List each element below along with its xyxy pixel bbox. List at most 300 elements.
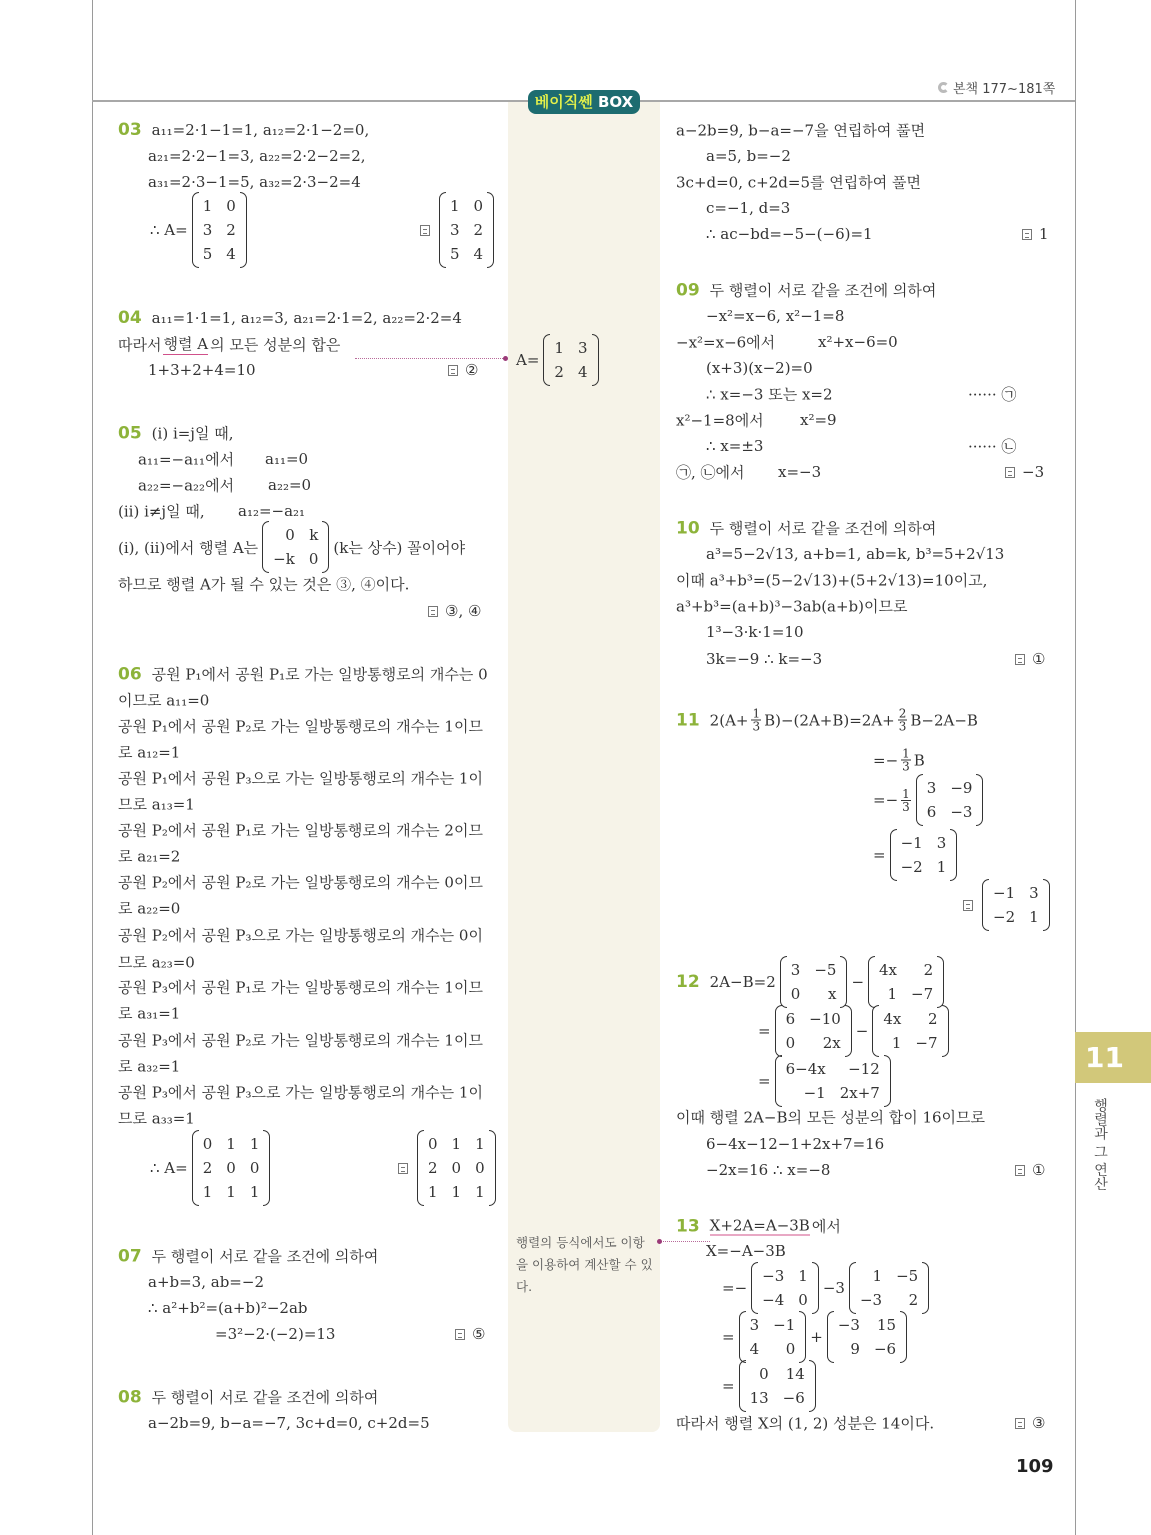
problem-08 bbox=[118, 1387, 378, 1408]
problem-07 bbox=[118, 1246, 378, 1267]
math-text: ∴ x=±3 bbox=[706, 437, 764, 455]
matrix-entry: 4x bbox=[883, 1010, 902, 1028]
math-text: = bbox=[722, 1328, 735, 1346]
answer-icon bbox=[455, 1329, 465, 1340]
math-text: x²=9 bbox=[800, 411, 837, 429]
math-text: − bbox=[851, 973, 865, 991]
answer-icon bbox=[1015, 1418, 1025, 1429]
solution-line bbox=[215, 1325, 335, 1343]
matrix-entry: 2x+7 bbox=[839, 1084, 880, 1102]
math-text: = bbox=[758, 1072, 771, 1090]
matrix-entry: 3 bbox=[926, 779, 937, 797]
solution-line bbox=[268, 476, 311, 494]
solution-line bbox=[778, 463, 821, 481]
solution-line bbox=[150, 1130, 272, 1206]
matrix-entry: 4 bbox=[473, 245, 484, 263]
matrix-entry: 0 bbox=[428, 1135, 438, 1153]
math-text: −2x=16 ∴ x=−8 bbox=[706, 1161, 831, 1179]
answer bbox=[455, 1325, 485, 1343]
matrix-entry: 4 bbox=[226, 245, 236, 263]
matrix-entry: 14 bbox=[785, 1365, 805, 1383]
math-text: 공원 P₂에서 공원 P₂로 가는 일방통행로의 개수는 0이므 bbox=[118, 873, 483, 892]
math-text: ∴ x=−3 또는 x=2 bbox=[706, 385, 833, 404]
math-text: a₁₁=−a₁₁에서 bbox=[138, 450, 235, 469]
solution-line bbox=[516, 334, 601, 386]
matrix bbox=[849, 1262, 929, 1314]
math-text: =− bbox=[873, 751, 899, 769]
math-text: x²−1=8에서 bbox=[676, 411, 764, 430]
matrix bbox=[439, 192, 494, 268]
fraction: $\frac{1}{3}$ bbox=[752, 706, 761, 734]
solution-line bbox=[118, 574, 409, 595]
math-text: 공원 P₁에서 공원 P₂로 가는 일방통행로의 개수는 1이므 bbox=[118, 717, 483, 736]
math-text: 2(A+ bbox=[709, 711, 749, 729]
answer-icon bbox=[420, 225, 430, 236]
matrix-entry: 1 bbox=[554, 339, 564, 357]
solution-line bbox=[706, 1242, 786, 1260]
matrix-entry: 6 bbox=[926, 803, 937, 821]
math-text: 로 a₂₂=0 bbox=[118, 899, 181, 918]
math-text: a³+b³=(a+b)³−3ab(a+b)이므로 bbox=[676, 597, 908, 616]
underlined-text: X+2A=A−3B bbox=[709, 1216, 810, 1235]
solution-line bbox=[722, 1360, 818, 1412]
matrix-entry: −5 bbox=[814, 961, 837, 979]
matrix bbox=[775, 1055, 891, 1107]
math-text: 에서 bbox=[811, 1217, 841, 1236]
math-text: 두 행렬이 서로 같을 조건에 의하여 bbox=[151, 1388, 379, 1407]
math-text: 로 a₃₁=1 bbox=[118, 1004, 181, 1023]
right-margin-line bbox=[1075, 0, 1076, 1535]
matrix-entry: 3 bbox=[202, 221, 213, 239]
math-text: a₁₁=1·1=1, a₁₂=3, a₂₁=2·1=2, a₂₂=2·2=4 bbox=[151, 309, 462, 327]
solution-line bbox=[148, 1414, 430, 1432]
math-text: 1+3+2+4=10 bbox=[148, 361, 256, 379]
solution-line bbox=[968, 384, 1016, 405]
math-text: ① bbox=[1032, 1161, 1046, 1179]
matrix-entry: −6 bbox=[873, 1340, 897, 1358]
problem-04 bbox=[118, 308, 462, 328]
solution-line bbox=[706, 147, 791, 165]
matrix-entry: 3 bbox=[790, 961, 801, 979]
math-text: B−2A−B bbox=[910, 711, 978, 729]
math-text: ⑤ bbox=[472, 1325, 486, 1343]
matrix-entry: 2 bbox=[927, 1010, 938, 1028]
math-text: = bbox=[722, 1377, 735, 1395]
solution-line bbox=[118, 501, 205, 522]
problem-number: 09 bbox=[676, 280, 700, 300]
note-leader-dot bbox=[503, 356, 508, 361]
matrix-entry: −1 bbox=[803, 1084, 826, 1102]
math-text: 6−4x−12−1+2x+7=16 bbox=[706, 1135, 885, 1153]
math-text: 두 행렬이 서로 같을 조건에 의하여 bbox=[709, 281, 937, 300]
matrix-entry: k bbox=[309, 526, 319, 544]
solution-line bbox=[148, 1273, 264, 1291]
matrix-entry: −1 bbox=[900, 834, 923, 852]
math-text: 두 행렬이 서로 같을 조건에 의하여 bbox=[151, 1247, 379, 1266]
matrix-entry: 0 bbox=[226, 197, 236, 215]
solution-line bbox=[118, 952, 195, 973]
solution-line bbox=[706, 1135, 884, 1153]
solution-line bbox=[758, 1005, 951, 1057]
problem-number: 06 bbox=[118, 664, 142, 684]
math-text: + bbox=[810, 1328, 823, 1346]
math-text: − bbox=[855, 1022, 869, 1040]
solution-line bbox=[676, 1107, 985, 1128]
matrix-entry: 0 bbox=[473, 197, 484, 215]
matrix bbox=[780, 956, 848, 1008]
math-text: (i), (ii)에서 행렬 A는 bbox=[118, 538, 259, 557]
fraction: $\frac{1}{3}$ bbox=[902, 786, 910, 814]
matrix-entry: x bbox=[827, 985, 837, 1003]
matrix-entry: 0 bbox=[475, 1159, 485, 1177]
math-text: 이때 a³+b³=(5−2√13)+(5+2√13)=10이고, bbox=[676, 571, 988, 590]
solution-line bbox=[968, 436, 1016, 457]
matrix bbox=[775, 1005, 852, 1057]
problem-13 bbox=[676, 1216, 841, 1237]
answer-icon bbox=[1015, 1165, 1025, 1176]
chapter-tab[interactable]: 11 bbox=[1075, 1032, 1151, 1083]
solution-line bbox=[118, 690, 209, 711]
answer bbox=[963, 879, 1052, 931]
math-text: 공원 P₁에서 공원 P₃으로 가는 일방통행로의 개수는 1이 bbox=[118, 769, 483, 788]
matrix-entry: 1 bbox=[872, 1267, 883, 1285]
matrix bbox=[872, 1005, 948, 1057]
solution-line bbox=[706, 623, 804, 641]
math-text: −3 bbox=[822, 1279, 845, 1297]
matrix-entry: 1 bbox=[1029, 908, 1039, 926]
underlined-text: 행렬 A bbox=[163, 335, 209, 353]
math-text: −x²=x−6, x²−1=8 bbox=[706, 307, 845, 325]
matrix bbox=[192, 192, 247, 268]
matrix-entry: 4 bbox=[749, 1340, 760, 1358]
left-margin-line bbox=[92, 0, 93, 1535]
matrix-entry: 3 bbox=[1029, 884, 1039, 902]
math-text: =− bbox=[873, 791, 899, 809]
reference-icon bbox=[938, 82, 949, 93]
matrix-entry: 2x bbox=[822, 1034, 841, 1052]
math-text: 므로 a₁₃=1 bbox=[118, 795, 195, 814]
matrix-entry: 0 bbox=[790, 985, 801, 1003]
math-text: 공원 P₂에서 공원 P₃으로 가는 일방통행로의 개수는 0이 bbox=[118, 926, 483, 945]
math-text: =3²−2·(−2)=13 bbox=[215, 1325, 336, 1343]
math-text: 이므로 a₁₁=0 bbox=[118, 691, 210, 710]
answer bbox=[1015, 650, 1045, 668]
math-text: 2A−B=2 bbox=[709, 973, 776, 991]
matrix-entry: 1 bbox=[249, 1135, 260, 1153]
textbook-reference bbox=[938, 78, 1055, 97]
matrix-entry: 0 bbox=[285, 526, 295, 544]
matrix bbox=[543, 334, 598, 386]
math-text: ㉠, ㉡에서 bbox=[676, 463, 745, 482]
solution-line bbox=[873, 774, 985, 826]
answer bbox=[428, 602, 481, 620]
math-text: a₂₁=2·2−1=3, a₂₂=2·2−2=2, bbox=[148, 147, 366, 165]
solution-line bbox=[676, 410, 764, 431]
solution-line bbox=[758, 1055, 893, 1107]
math-text: 공원 P₂에서 공원 P₁로 가는 일방통행로의 개수는 2이므 bbox=[118, 821, 483, 840]
solution-line bbox=[118, 846, 180, 867]
math-text: a₂₂=−a₂₂에서 bbox=[138, 476, 235, 495]
solution-line bbox=[265, 450, 308, 468]
math-text: ∴ A= bbox=[150, 1159, 188, 1177]
matrix bbox=[192, 1130, 271, 1206]
note-leader-dot bbox=[657, 1239, 662, 1244]
math-text: ② bbox=[465, 361, 479, 379]
matrix-entry: −9 bbox=[950, 779, 973, 797]
answer-icon bbox=[963, 900, 973, 911]
math-text: 므로 a₃₃=1 bbox=[118, 1109, 195, 1128]
solution-line bbox=[118, 1003, 180, 1024]
answer-icon bbox=[428, 606, 438, 617]
math-text: ∴ A= bbox=[150, 221, 188, 239]
solution-line bbox=[706, 225, 873, 243]
math-text: = bbox=[873, 846, 886, 864]
solution-line bbox=[138, 449, 234, 470]
matrix bbox=[262, 521, 329, 573]
problem-number: 04 bbox=[118, 308, 142, 328]
math-text: 따라서 행렬 X의 (1, 2) 성분은 14이다. bbox=[676, 1414, 935, 1433]
matrix bbox=[890, 829, 958, 881]
math-text: −x²=x−6에서 bbox=[676, 333, 776, 352]
matrix-entry: 1 bbox=[798, 1267, 808, 1285]
matrix-entry: 5 bbox=[202, 245, 213, 263]
page-number: 109 bbox=[1016, 1456, 1054, 1477]
solution-line bbox=[118, 768, 483, 789]
matrix-entry: −12 bbox=[848, 1060, 880, 1078]
matrix-entry: −10 bbox=[809, 1010, 841, 1028]
solution-line bbox=[118, 1108, 195, 1129]
matrix-entry: −3 bbox=[859, 1291, 883, 1309]
matrix-entry: −3 bbox=[837, 1316, 860, 1334]
matrix-entry: 1 bbox=[226, 1183, 236, 1201]
problem-06 bbox=[118, 664, 488, 685]
matrix-entry: 13 bbox=[749, 1389, 769, 1407]
matrix-entry: −5 bbox=[896, 1267, 919, 1285]
answer-icon bbox=[1005, 467, 1015, 478]
solution-line bbox=[150, 192, 249, 268]
math-text: =− bbox=[722, 1279, 748, 1297]
math-text: 의 모든 성분의 합은 bbox=[210, 335, 341, 354]
math-text: 로 a₂₁=2 bbox=[118, 847, 181, 866]
solution-line bbox=[706, 307, 844, 325]
solution-line bbox=[873, 748, 925, 773]
math-text: A= bbox=[516, 351, 540, 369]
solution-line bbox=[873, 829, 959, 881]
solution-line bbox=[138, 475, 234, 496]
matrix-entry: 1 bbox=[475, 1135, 485, 1153]
matrix-entry: 0 bbox=[785, 1034, 796, 1052]
matrix-entry: −3 bbox=[762, 1267, 785, 1285]
math-text: x=−3 bbox=[778, 463, 822, 481]
answer bbox=[1005, 463, 1044, 481]
solution-line bbox=[148, 361, 256, 379]
note-leader-04 bbox=[355, 358, 505, 359]
math-text: a³=5−2√13, a+b=1, ab=k, b³=5+2√13 bbox=[706, 545, 1005, 563]
matrix-entry: 0 bbox=[759, 1365, 769, 1383]
math-text: a₁₁=0 bbox=[265, 450, 309, 468]
math-text: 공원 P₃에서 공원 P₂로 가는 일방통행로의 개수는 1이므 bbox=[118, 1031, 483, 1050]
math-text: 로 a₃₂=1 bbox=[118, 1057, 181, 1076]
margin-note: 행렬의 등식에서도 이항을 이용하여 계산할 수 있다. bbox=[516, 1235, 653, 1294]
solution-line bbox=[706, 650, 822, 668]
solution-line bbox=[118, 333, 340, 355]
math-text: −3 bbox=[1022, 463, 1045, 481]
solution-line bbox=[676, 1413, 934, 1434]
solution-line bbox=[148, 147, 366, 165]
matrix-entry: 15 bbox=[876, 1316, 897, 1334]
solution-line bbox=[118, 1082, 483, 1103]
problem-05 bbox=[118, 423, 233, 444]
matrix-entry: −1 bbox=[993, 884, 1016, 902]
math-text: 3c+d=0, c+2d=5를 연립하여 풀면 bbox=[676, 173, 921, 192]
problem-number: 08 bbox=[118, 1387, 142, 1407]
solution-line bbox=[722, 1262, 931, 1314]
matrix-entry: −2 bbox=[900, 858, 923, 876]
box-label-main: 베이직쎈 bbox=[534, 93, 593, 111]
matrix-entry: 2 bbox=[473, 221, 484, 239]
matrix-entry: 4x bbox=[879, 961, 898, 979]
matrix-entry: −1 bbox=[773, 1316, 796, 1334]
fraction: $\frac{1}{3}$ bbox=[902, 746, 910, 774]
solution-line bbox=[706, 384, 833, 405]
matrix-entry: 1 bbox=[249, 1183, 260, 1201]
problem-number: 11 bbox=[676, 710, 700, 730]
matrix-entry: 3 bbox=[749, 1316, 760, 1334]
answer bbox=[420, 192, 496, 268]
math-text: (k는 상수) 꼴이어야 bbox=[333, 538, 466, 557]
matrix-entry: 3 bbox=[936, 834, 947, 852]
reference-text: 본책 177~181쪽 bbox=[953, 82, 1056, 97]
math-text: ③, ④ bbox=[445, 602, 482, 620]
solution-line bbox=[118, 872, 483, 893]
box-label-box: BOX bbox=[597, 93, 634, 111]
matrix-entry: 0 bbox=[798, 1291, 808, 1309]
matrix-entry: −2 bbox=[993, 908, 1016, 926]
problem-12 bbox=[676, 956, 946, 1008]
math-text: 따라서 bbox=[118, 335, 162, 354]
math-text: a−2b=9, b−a=−7을 연립하여 풀면 bbox=[676, 121, 926, 140]
math-text: a+b=3, ab=−2 bbox=[148, 1273, 264, 1291]
solution-line bbox=[148, 173, 361, 191]
matrix-entry: 0 bbox=[451, 1159, 462, 1177]
matrix-entry: −7 bbox=[911, 985, 934, 1003]
matrix-entry: 1 bbox=[936, 858, 947, 876]
math-text: a₁₁=2·1−1=1, a₁₂=2·1−2=0, bbox=[151, 121, 370, 139]
solution-line bbox=[722, 1311, 909, 1363]
matrix-entry: 2 bbox=[226, 221, 236, 239]
matrix-entry: 1 bbox=[428, 1183, 438, 1201]
solution-line bbox=[676, 596, 907, 617]
math-text: a₂₂=0 bbox=[268, 476, 312, 494]
problem-number: 13 bbox=[676, 1216, 700, 1236]
matrix-entry: 6 bbox=[785, 1010, 796, 1028]
answer bbox=[1022, 225, 1049, 243]
matrix-entry: 1 bbox=[202, 197, 213, 215]
math-text: (x+3)(x−2)=0 bbox=[706, 359, 813, 377]
matrix bbox=[868, 956, 944, 1008]
math-text: 이때 행렬 2A−B의 모든 성분의 합이 16이므로 bbox=[676, 1108, 986, 1127]
solution-line bbox=[118, 521, 465, 573]
matrix bbox=[417, 1130, 496, 1206]
matrix-entry: 3 bbox=[577, 339, 588, 357]
solution-line bbox=[118, 742, 180, 763]
answer bbox=[1015, 1161, 1045, 1179]
answer-icon bbox=[1022, 229, 1032, 240]
math-text: c=−1, d=3 bbox=[706, 199, 791, 217]
math-text: X=−A−3B bbox=[706, 1242, 786, 1260]
solution-line bbox=[676, 172, 921, 193]
solution-line bbox=[706, 545, 1004, 563]
math-text: B)−(2A+B)=2A+ bbox=[764, 711, 895, 729]
basic-box-label bbox=[528, 90, 640, 114]
problem-number: 03 bbox=[118, 120, 142, 140]
math-text: ③ bbox=[1032, 1414, 1046, 1432]
matrix-entry: 2 bbox=[908, 1291, 919, 1309]
matrix-entry: 1 bbox=[451, 1135, 462, 1153]
matrix-entry: −7 bbox=[915, 1034, 938, 1052]
math-text: a=5, b=−2 bbox=[706, 147, 791, 165]
matrix-entry: 0 bbox=[202, 1135, 213, 1153]
solution-line bbox=[118, 1056, 180, 1077]
matrix-entry: 5 bbox=[450, 245, 460, 263]
matrix-entry: 1 bbox=[451, 1183, 462, 1201]
math-text: ∴ ac−bd=−5−(−6)=1 bbox=[706, 225, 873, 243]
matrix-entry: 2 bbox=[554, 363, 564, 381]
solution-line bbox=[118, 1030, 483, 1051]
matrix-entry: 6−4x bbox=[785, 1060, 826, 1078]
matrix bbox=[739, 1360, 816, 1412]
chapter-title: 행렬과 그 연산 bbox=[1092, 1098, 1108, 1191]
solution-line bbox=[676, 332, 775, 353]
matrix-entry: 9 bbox=[850, 1340, 860, 1358]
matrix bbox=[827, 1311, 907, 1363]
problem-09 bbox=[676, 280, 936, 301]
solution-line bbox=[706, 1161, 830, 1179]
math-text: 1³−3·k·1=10 bbox=[706, 623, 804, 641]
math-text: (ii) i≠j일 때, bbox=[118, 502, 205, 521]
matrix-entry: −k bbox=[273, 550, 295, 568]
matrix-entry: 0 bbox=[785, 1340, 796, 1358]
matrix-entry: 2 bbox=[202, 1159, 213, 1177]
solution-line bbox=[118, 977, 483, 998]
matrix-entry: 0 bbox=[249, 1159, 260, 1177]
matrix bbox=[751, 1262, 819, 1314]
problem-number: 12 bbox=[676, 972, 700, 992]
matrix-entry: −4 bbox=[762, 1291, 785, 1309]
matrix-entry: 2 bbox=[428, 1159, 438, 1177]
solution-line bbox=[706, 437, 763, 455]
problem-number: 10 bbox=[676, 518, 700, 538]
solution-line bbox=[818, 333, 898, 351]
math-text: B bbox=[913, 751, 925, 769]
answer-icon bbox=[1015, 654, 1025, 665]
math-text: 하므로 행렬 A가 될 수 있는 것은 ③, ④이다. bbox=[118, 575, 410, 594]
solution-line bbox=[676, 462, 745, 483]
matrix-entry: −6 bbox=[782, 1389, 805, 1407]
solution-line bbox=[800, 411, 837, 429]
math-text: a₁₂=−a₂₁ bbox=[238, 502, 306, 520]
solution-line bbox=[148, 1299, 308, 1317]
answer-icon bbox=[398, 1163, 408, 1174]
matrix-entry: 0 bbox=[226, 1159, 236, 1177]
math-text: (i) i=j일 때, bbox=[151, 424, 234, 443]
solution-line bbox=[118, 925, 483, 946]
math-text: 1 bbox=[1039, 225, 1049, 243]
solution-line bbox=[706, 199, 790, 217]
matrix-entry: 1 bbox=[887, 985, 898, 1003]
solution-line bbox=[118, 898, 180, 919]
solution-line bbox=[238, 502, 305, 520]
